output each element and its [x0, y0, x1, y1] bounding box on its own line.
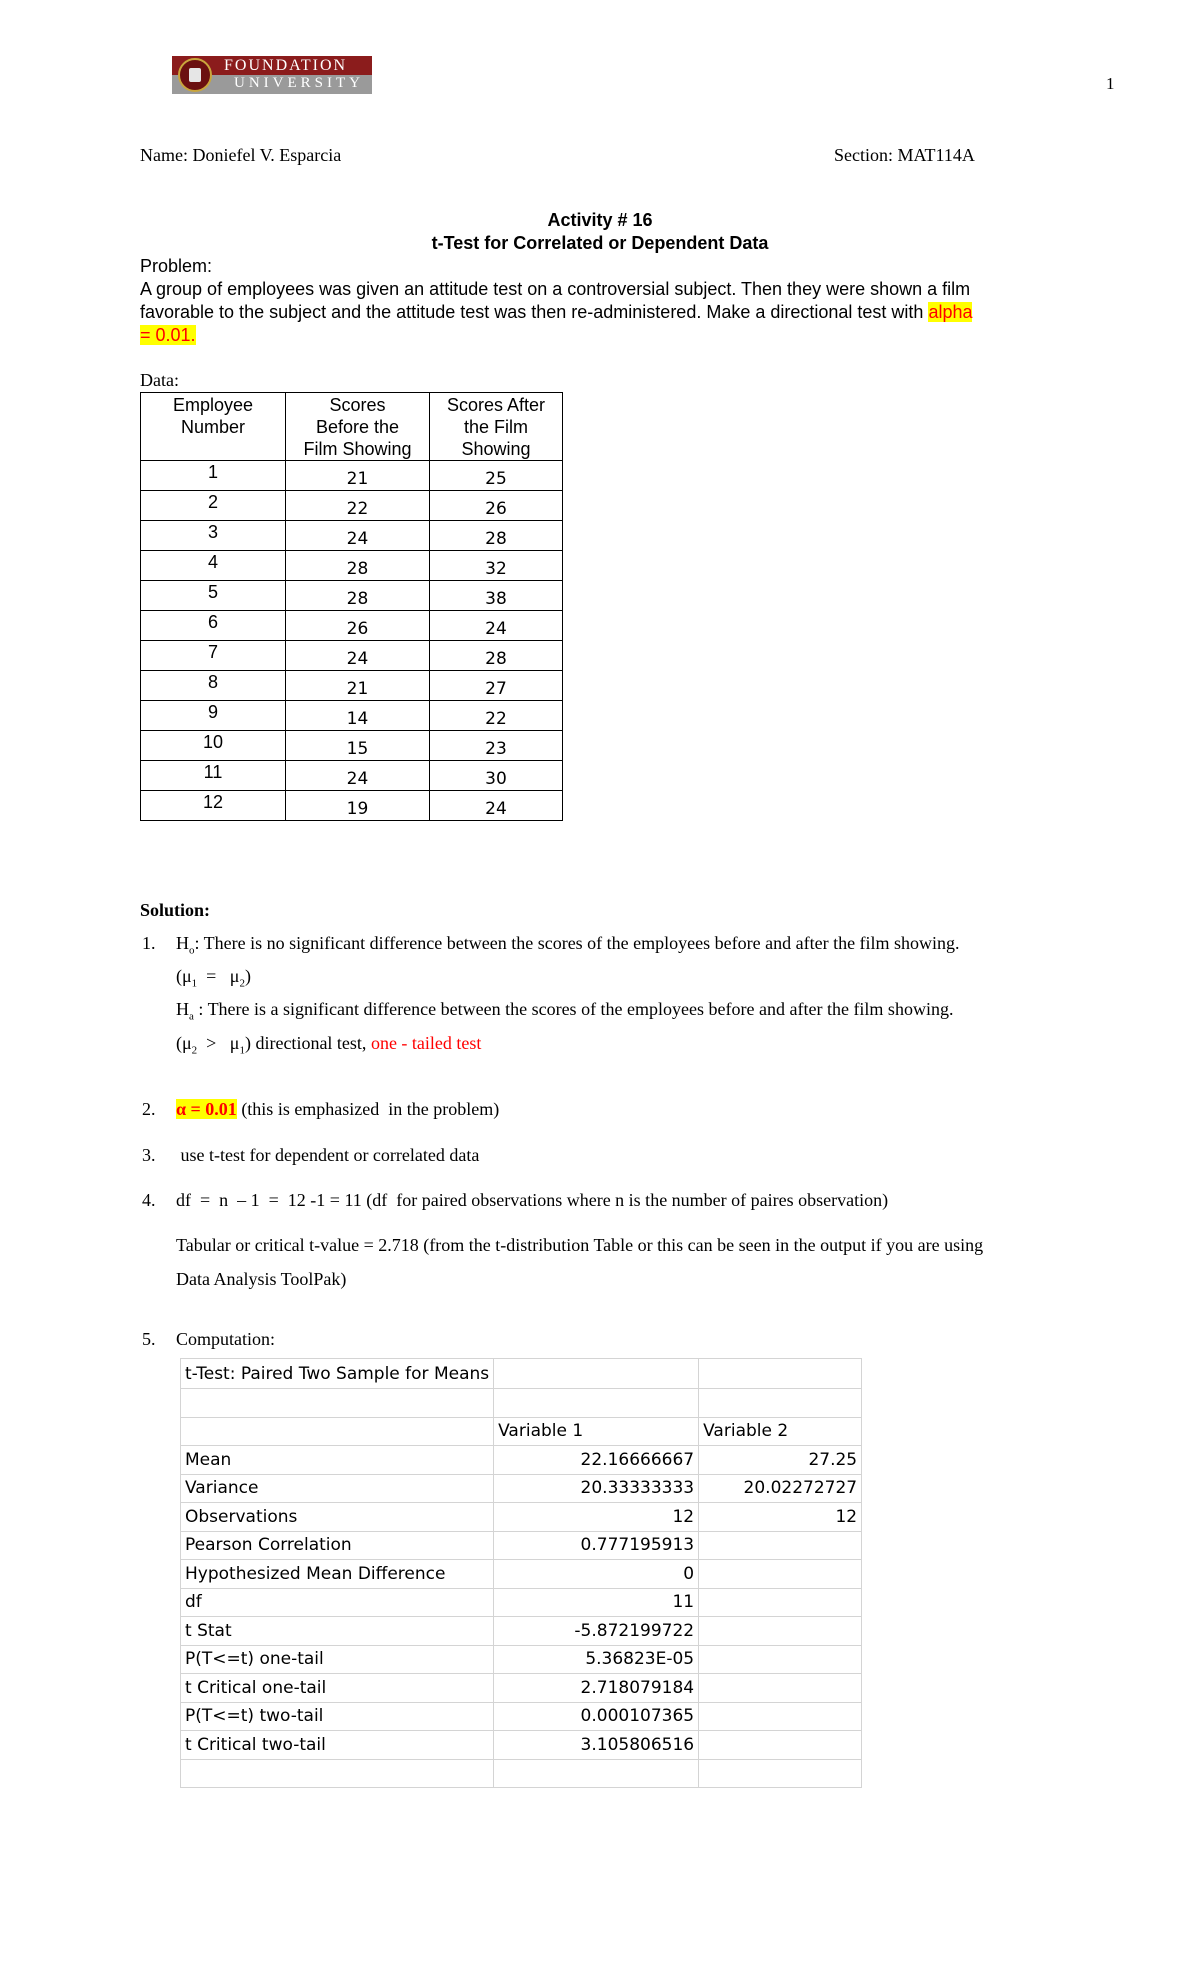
- excel-row: [181, 1702, 862, 1731]
- excel-row: [181, 1674, 862, 1703]
- score-before-cell: 21: [286, 461, 430, 491]
- excel-variable-2-value: [699, 1731, 862, 1760]
- student-name: Name: Doniefel V. Esparcia: [140, 145, 342, 165]
- table-row: [141, 461, 563, 491]
- employee-number-cell: 9: [141, 701, 286, 731]
- step-2-alpha: α = 0.01 (this is emphasized in the problem): [176, 1099, 500, 1119]
- score-before-cell: 24: [286, 521, 430, 551]
- excel-variable-2-value: [699, 1702, 862, 1731]
- excel-variable-2-value: [699, 1674, 862, 1703]
- null-hypothesis-equation: $(\mu_1 = \mu_2)$: [176, 966, 251, 990]
- excel-title: t-Test: Paired Two Sample for Means: [181, 1359, 494, 1389]
- excel-row-label: Mean: [181, 1446, 494, 1475]
- table-row: [141, 491, 563, 521]
- excel-row: [181, 1617, 862, 1646]
- excel-row: [181, 1588, 862, 1617]
- score-after-cell: 32: [430, 551, 563, 581]
- excel-row: [181, 1645, 862, 1674]
- employee-number-cell: 11: [141, 761, 286, 791]
- excel-variable-2-value: [699, 1617, 862, 1646]
- score-before-cell: 19: [286, 791, 430, 821]
- excel-row: [181, 1474, 862, 1503]
- problem-label: Problem:: [140, 256, 213, 276]
- score-after-cell: 30: [430, 761, 563, 791]
- header-scores-after: Scores After the Film Showing: [430, 393, 563, 461]
- employee-number-cell: 8: [141, 671, 286, 701]
- excel-row-label: P(T<=t) two-tail: [181, 1702, 494, 1731]
- score-after-cell: 23: [430, 731, 563, 761]
- score-after-cell: 24: [430, 791, 563, 821]
- score-after-cell: 38: [430, 581, 563, 611]
- alternative-hypothesis: $H_a$ : There is a significant difference between the scores of the employees before and after the film showing.: [176, 999, 954, 1023]
- excel-variable-1-value: 0.000107365: [494, 1702, 699, 1731]
- excel-row-label: t Stat: [181, 1617, 494, 1646]
- table-row: [141, 641, 563, 671]
- university-logo: [172, 56, 372, 94]
- employee-number-cell: 12: [141, 791, 286, 821]
- excel-ttest-output: [180, 1358, 862, 1788]
- table-row: [141, 791, 563, 821]
- header-employee-number: Employee Number: [141, 393, 286, 461]
- alpha-level-highlight: α = 0.01: [176, 1099, 237, 1119]
- excel-variable-2-value: 20.02272727: [699, 1474, 862, 1503]
- data-label: Data:: [140, 370, 179, 390]
- step-5-text: Computation:: [176, 1329, 275, 1349]
- step-4-number: 4.: [142, 1190, 156, 1210]
- table-row: [141, 671, 563, 701]
- step-3-number: 3.: [142, 1145, 156, 1165]
- excel-variable-2-value: 27.25: [699, 1446, 862, 1475]
- excel-variable-2-value: [699, 1588, 862, 1617]
- excel-variable-1-value: 3.105806516: [494, 1731, 699, 1760]
- header-scores-before: Scores Before the Film Showing: [286, 393, 430, 461]
- score-before-cell: 24: [286, 641, 430, 671]
- problem-line-1: A group of employees was given an attitude test on a controversial subject. Then they were shown a film: [140, 279, 971, 299]
- excel-variable-1-value: 20.33333333: [494, 1474, 699, 1503]
- one-tailed-test-note: one - tailed test: [370, 1033, 482, 1053]
- score-after-cell: 28: [430, 641, 563, 671]
- excel-row-label: Variance: [181, 1474, 494, 1503]
- employee-number-cell: 4: [141, 551, 286, 581]
- data-table: [140, 392, 563, 821]
- solution-heading: Solution:: [140, 900, 211, 920]
- excel-col-variable-2: Variable 2: [699, 1417, 862, 1446]
- table-row: [141, 701, 563, 731]
- step-2-number: 2.: [142, 1099, 156, 1119]
- employee-number-cell: 10: [141, 731, 286, 761]
- problem-line-3: [140, 325, 196, 346]
- excel-variable-1-value: 2.718079184: [494, 1674, 699, 1703]
- employee-number-cell: 1: [141, 461, 286, 491]
- excel-variable-1-value: 22.16666667: [494, 1446, 699, 1475]
- excel-row: [181, 1446, 862, 1475]
- excel-variable-2-value: [699, 1531, 862, 1560]
- table-row: [141, 761, 563, 791]
- excel-variable-1-value: 5.36823E-05: [494, 1645, 699, 1674]
- employee-number-cell: 6: [141, 611, 286, 641]
- logo-text-university: UNIVERSITY: [234, 75, 364, 91]
- excel-variable-1-value: 0: [494, 1560, 699, 1589]
- excel-variable-1-value: 12: [494, 1503, 699, 1532]
- alpha-value-highlight: = 0.01.: [140, 325, 196, 345]
- score-before-cell: 28: [286, 551, 430, 581]
- score-after-cell: 26: [430, 491, 563, 521]
- step-1-number: 1.: [142, 933, 156, 953]
- excel-row-label: Hypothesized Mean Difference: [181, 1560, 494, 1589]
- score-before-cell: 15: [286, 731, 430, 761]
- excel-row-label: t Critical two-tail: [181, 1731, 494, 1760]
- score-after-cell: 24: [430, 611, 563, 641]
- excel-variable-2-value: [699, 1560, 862, 1589]
- score-after-cell: 25: [430, 461, 563, 491]
- excel-row-label: Pearson Correlation: [181, 1531, 494, 1560]
- university-seal-icon: [178, 58, 212, 92]
- excel-row-label: P(T<=t) one-tail: [181, 1645, 494, 1674]
- logo-text-foundation: FOUNDATION: [224, 57, 348, 74]
- excel-variable-1-value: -5.872199722: [494, 1617, 699, 1646]
- score-before-cell: 14: [286, 701, 430, 731]
- alpha-highlight: alpha: [928, 302, 973, 322]
- excel-col-variable-1: Variable 1: [494, 1417, 699, 1446]
- excel-variable-1-value: 11: [494, 1588, 699, 1617]
- null-hypothesis: $H_o$: There is no significant difference between the scores of the employees before and after the film showing.: [176, 933, 960, 957]
- employee-number-cell: 3: [141, 521, 286, 551]
- score-before-cell: 21: [286, 671, 430, 701]
- excel-row-label: Observations: [181, 1503, 494, 1532]
- score-before-cell: 24: [286, 761, 430, 791]
- step-4-df: df = n – 1 = 12 -1 = 11 (df for paired observations where n is the number of paires observation): [176, 1190, 889, 1210]
- score-after-cell: 28: [430, 521, 563, 551]
- page-number: 1: [1106, 74, 1115, 93]
- table-row: [141, 581, 563, 611]
- employee-number-cell: 2: [141, 491, 286, 521]
- activity-subtitle: t-Test for Correlated or Dependent Data: [431, 233, 769, 253]
- excel-variable-2-value: 12: [699, 1503, 862, 1532]
- table-row: [141, 551, 563, 581]
- step-3-text: use t-test for dependent or correlated data: [176, 1145, 480, 1165]
- table-row: [141, 731, 563, 761]
- score-before-cell: 26: [286, 611, 430, 641]
- score-before-cell: 28: [286, 581, 430, 611]
- excel-row-label: df: [181, 1588, 494, 1617]
- excel-variable-2-value: [699, 1645, 862, 1674]
- employee-number-cell: 5: [141, 581, 286, 611]
- student-section: Section: MAT114A: [834, 145, 975, 165]
- alternative-hypothesis-equation: $(\mu_2 > \mu_1)$ directional test, one - tailed test: [176, 1033, 482, 1057]
- tabular-value-line-2: Data Analysis ToolPak): [176, 1269, 347, 1289]
- activity-title: Activity # 16: [547, 210, 653, 230]
- excel-row: [181, 1731, 862, 1760]
- score-after-cell: 27: [430, 671, 563, 701]
- problem-line-2: favorable to the subject and the attitude test was then re-administered. Make a directional test with alpha: [140, 302, 973, 322]
- tabular-value-line-1: Tabular or critical t-value = 2.718 (from the t-distribution Table or this can be seen in the output if you are using: [176, 1235, 984, 1255]
- step-5-number: 5.: [142, 1329, 156, 1349]
- excel-row: [181, 1531, 862, 1560]
- table-row: [141, 611, 563, 641]
- excel-row-label: t Critical one-tail: [181, 1674, 494, 1703]
- excel-variable-1-value: 0.777195913: [494, 1531, 699, 1560]
- score-before-cell: 22: [286, 491, 430, 521]
- table-row: [141, 521, 563, 551]
- excel-row: [181, 1503, 862, 1532]
- score-after-cell: 22: [430, 701, 563, 731]
- excel-row: [181, 1560, 862, 1589]
- employee-number-cell: 7: [141, 641, 286, 671]
